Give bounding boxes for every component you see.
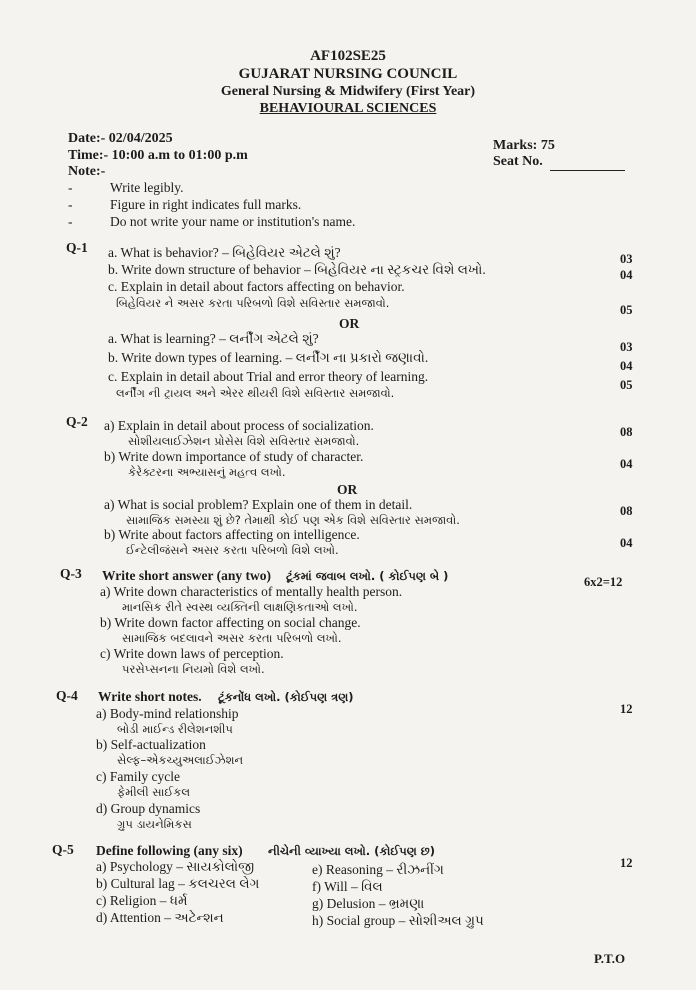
q5-term: e) Reasoning – રીઝનીંગ bbox=[312, 862, 444, 877]
q1-a2-marks: 03 bbox=[620, 340, 633, 354]
q3-c-gujarati: પરસેપ્સનના નિયમો વિશે લખો. bbox=[122, 662, 265, 676]
seat-no-label: Seat No. bbox=[493, 154, 543, 169]
note-item: Do not write your name or institution's name. bbox=[110, 214, 356, 229]
q4-item-en: a) Body-mind relationship bbox=[96, 706, 239, 721]
q1-c2-marks: 05 bbox=[620, 378, 633, 392]
q5-label: Q-5 bbox=[52, 842, 74, 857]
q4-item-en: c) Family cycle bbox=[96, 769, 180, 784]
q1-a-marks: 03 bbox=[620, 252, 633, 266]
q3-b: b) Write down factor affecting on social change. bbox=[100, 615, 361, 630]
q5-title: Define following (any six) bbox=[96, 843, 243, 858]
q2-a2-gujarati: સામાજિક સમસ્યા શું છે? તેમાથી કોઈ પણ એક વિશે સવિસ્તાર સમજાવો. bbox=[126, 513, 460, 527]
q1-b2-marks: 04 bbox=[620, 359, 633, 373]
q5-term: d) Attention – અટેન્શન bbox=[96, 910, 224, 925]
note-item: Figure in right indicates full marks. bbox=[110, 197, 302, 212]
q2-b-gujarati: કેરેક્ટરના અભ્યાસનું મહત્વ લખો. bbox=[128, 465, 286, 479]
q4-item-en: b) Self-actualization bbox=[96, 737, 206, 752]
paper-code: AF102SE25 bbox=[310, 48, 386, 64]
note-bullet: - bbox=[68, 180, 73, 195]
q2-a2-marks: 08 bbox=[620, 504, 633, 518]
q1-a: a. What is behavior? – બિહેવિયર એટલે શું? bbox=[108, 245, 341, 260]
q1-c-marks: 05 bbox=[620, 303, 633, 317]
q1-c2: c. Explain in detail about Trial and error theory of learning. bbox=[108, 369, 429, 384]
note-item: Write legibly. bbox=[110, 180, 184, 195]
q4-label: Q-4 bbox=[56, 688, 78, 703]
q1-a2: a. What is learning? – લર્નીંગ એટલે શું? bbox=[108, 331, 319, 346]
q2-a: a) Explain in detail about process of socialization. bbox=[104, 418, 374, 433]
q3-b-gujarati: સામાજિક બદલાવને અસર કરતા પરિબળો લખો. bbox=[122, 631, 342, 645]
q2-b2-marks: 04 bbox=[620, 536, 633, 550]
q3-title: Write short answer (any two) bbox=[102, 568, 271, 583]
q2-a-marks: 08 bbox=[620, 425, 633, 439]
q3-a-gujarati: માનસિક રીતે સ્વસ્થ વ્યક્તિની લાક્ષણિકતાઓ લખો. bbox=[122, 600, 358, 614]
q2-a-gujarati: સોશીયલાઈઝેશન પ્રોસેસ વિશે સવિસ્તાર સમજાવો. bbox=[128, 434, 360, 448]
q2-or: OR bbox=[337, 482, 358, 497]
q3-c: c) Write down laws of perception. bbox=[100, 646, 284, 661]
q2-b2-gujarati: ઈન્ટેલીજંસને અસર કરતા પરિબળો વિશે લખો. bbox=[126, 543, 339, 557]
q3-marks: 6x2=12 bbox=[584, 575, 623, 589]
council-name: GUJARAT NURSING COUNCIL bbox=[238, 66, 458, 82]
q4-item-gu: ફેમીલી સાઈકલ bbox=[117, 785, 191, 799]
total-marks: Marks: 75 bbox=[493, 138, 555, 153]
q2-label: Q-2 bbox=[66, 414, 88, 429]
q3-a: a) Write down characteristics of mentally health person. bbox=[100, 584, 403, 599]
q4-title-gujarati: ટૂંકનોંધ લખો. (કોઈપણ ત્રણ) bbox=[218, 690, 354, 704]
q1-b-marks: 04 bbox=[620, 268, 633, 282]
q3-label: Q-3 bbox=[60, 566, 82, 581]
q4-item-gu: સેલ્ફ–એકચ્યુઅલાઈઝેશન bbox=[117, 753, 244, 767]
q1-b2: b. Write down types of learning. – લર્નીંગ ના પ્રકારો જણાવો. bbox=[108, 350, 429, 365]
exam-time: Time:- 10:00 a.m to 01:00 p.m bbox=[68, 148, 248, 163]
q4-item-gu: ગ્રુપ ડાયનેમિકસ bbox=[117, 817, 192, 831]
q1-label: Q-1 bbox=[66, 240, 88, 255]
q4-marks: 12 bbox=[620, 702, 633, 716]
q1-c-gujarati: બિહેવિયર ને અસર કરતા પરિબળો વિશે સવિસ્તાર સમજાવો. bbox=[116, 296, 390, 310]
q2-b: b) Write down importance of study of character. bbox=[104, 449, 364, 464]
seat-no-field bbox=[550, 170, 625, 171]
note-label: Note:- bbox=[68, 164, 106, 179]
q5-term: h) Social group – સોશીઅલ ગ્રુપ bbox=[312, 913, 484, 928]
q5-term: f) Will – વિલ bbox=[312, 879, 383, 894]
note-bullet: - bbox=[68, 214, 73, 229]
q2-b-marks: 04 bbox=[620, 457, 633, 471]
q3-title-gujarati: ટૂંકમાં જવાબ લખો. ( કોઈપણ બે ) bbox=[286, 569, 449, 583]
subject-title: BEHAVIOURAL SCIENCES bbox=[259, 101, 437, 116]
q1-b: b. Write down structure of behavior – બિહેવિયર ના સ્ટ્રકચર વિશે લખો. bbox=[108, 262, 486, 277]
q2-a2: a) What is social problem? Explain one of them in detail. bbox=[104, 497, 413, 512]
q5-marks: 12 bbox=[620, 856, 633, 870]
page-turn-note: P.T.O bbox=[594, 951, 626, 966]
q5-term: a) Psychology – સાયકોલોજી bbox=[96, 859, 255, 874]
exam-date: Date:- 02/04/2025 bbox=[68, 131, 173, 146]
q1-or: OR bbox=[339, 316, 360, 331]
q2-b2: b) Write about factors affecting on intelligence. bbox=[104, 527, 360, 542]
course-name: General Nursing & Midwifery (First Year) bbox=[220, 84, 476, 99]
q5-term: g) Delusion – ભ્રમણા bbox=[312, 896, 425, 911]
q5-term: c) Religion – ધર્મ bbox=[96, 893, 188, 908]
q4-item-en: d) Group dynamics bbox=[96, 801, 201, 816]
note-bullet: - bbox=[68, 197, 73, 212]
q4-item-gu: બોડી માઈન્ડ રીલેશનશીપ bbox=[117, 722, 233, 736]
q1-c2-gujarati: લર્નીંગ ની ટ્રાયલ અને એરર થીયરી વિશે સવિસ્તાર સમજાવો. bbox=[116, 386, 395, 400]
q5-title-gujarati: નીચેની વ્યાખ્યા લખો. (કોઈપણ છ) bbox=[268, 844, 435, 858]
q1-c: c. Explain in detail about factors affecting on behavior. bbox=[108, 279, 405, 294]
q4-title: Write short notes. bbox=[98, 689, 202, 704]
q5-term: b) Cultural lag – કલચરલ લેગ bbox=[96, 876, 260, 891]
